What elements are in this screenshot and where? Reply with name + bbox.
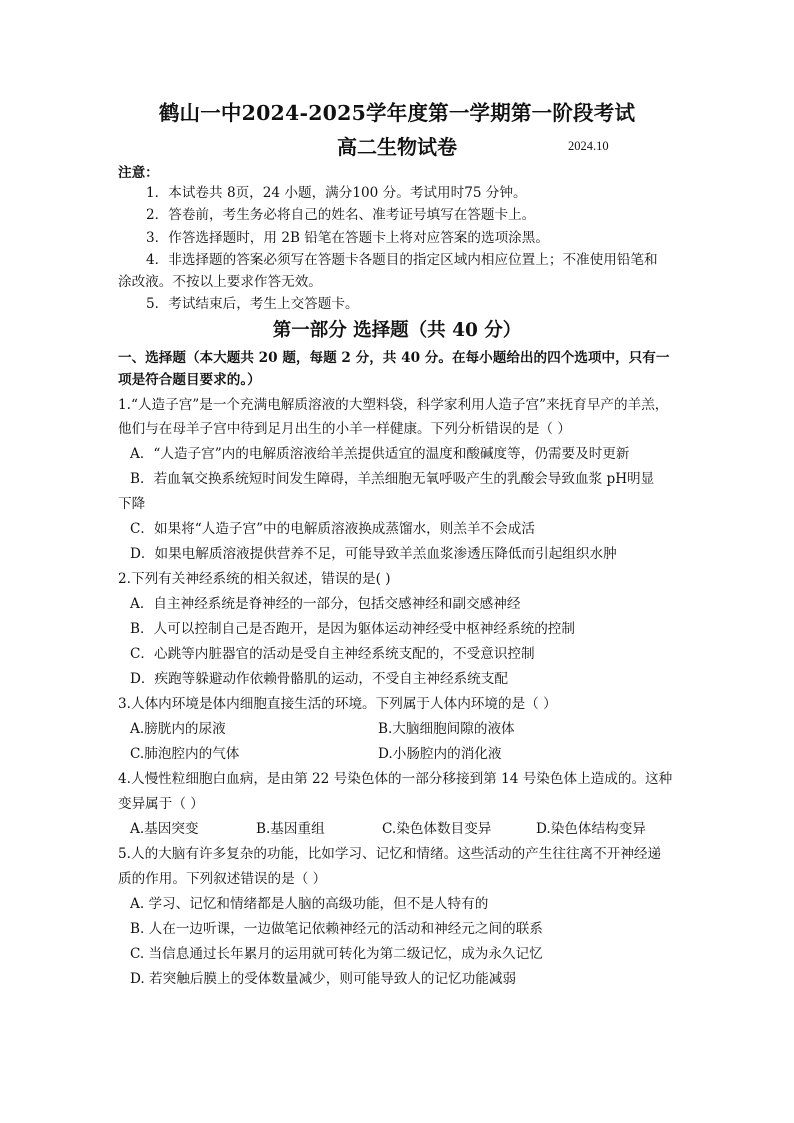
question-stem: 4.人慢性粒细胞白血病，是由第 22 号染色体的一部分移接到第 14 号染色体上造成的。这种 — [118, 771, 673, 787]
section-instruction: 一、选择题（本大题共 20 题，每题 2 分，共 40 分。在每小题给出的四个选项中，只有一 — [118, 350, 670, 366]
exam-date: 2024.10 — [568, 139, 609, 153]
option-d: D. 若突触后膜上的受体数量减少，则可能导致人的记忆功能减弱 — [130, 971, 517, 987]
option-b: B．若血氧交换系统短时间发生障碍，羊羔细胞无氧呼吸产生的乳酸会导致血浆 pH明显 — [130, 471, 655, 487]
exam-subtitle — [0, 131, 794, 160]
note-item: 1．本试卷共 8页，24 小题，满分100 分。考试用时75 分钟。 — [146, 185, 527, 201]
option-a: A．“人造子宫”内的电解质溶液给羊羔提供适宜的温度和酸碱度等，仍需要及时更新 — [130, 446, 630, 462]
option-d: D．如果电解质溶液提供营养不足，可能导致羊羔血浆渗透压降低而引起组织水肿 — [130, 546, 617, 562]
option-c: C．如果将“人造子宫”中的电解质溶液换成蒸馏水，则羔羊不会成活 — [130, 521, 535, 537]
option-c: C. 当信息通过长年累月的运用就可转化为第二级记忆，成为永久记忆 — [130, 946, 543, 962]
exam-title: 鹤山一中2024-2025学年度第一学期第一阶段考试 — [158, 101, 636, 125]
note-item: 3．作答选择题时，用 2B 铅笔在答题卡上将对应答案的选项涂黑。 — [146, 230, 549, 246]
option-b: B.基因重组 — [256, 821, 325, 837]
question-stem: 他们与在母羊子宫中待到足月出生的小羊一样健康。下列分析错误的是（ ） — [118, 421, 571, 437]
question-stem: 2.下列有关神经系统的相关叙述，错误的是( ) — [118, 571, 391, 587]
question-stem: 5.人的大脑有许多复杂的功能，比如学习、记忆和情绪。这些活动的产生往往离不开神经递 — [118, 846, 662, 862]
option-b: B. 人在一边听课，一边做笔记依赖神经元的活动和神经元之间的联系 — [130, 921, 543, 937]
option-a: A. 学习、记忆和情绪都是人脑的高级功能，但不是人特有的 — [130, 896, 489, 912]
option-c: C.染色体数目变异 — [382, 821, 492, 837]
question-stem: 变异属于（ ） — [118, 796, 204, 812]
option-c: C.肺泡腔内的气体 — [130, 746, 240, 762]
question-stem: 3.人体内环境是体内细胞直接生活的环境。下列属于人体内环境的是（ ） — [118, 696, 557, 712]
option-b: 下降 — [118, 496, 146, 512]
question-stem: 质的作用。下列叙述错误的是（ ） — [118, 871, 327, 887]
notes-label: 注意： — [118, 165, 159, 181]
option-b: B.大脑细胞间隙的液体 — [378, 721, 515, 737]
note-item: 5．考试结束后，考生上交答题卡。 — [146, 296, 359, 312]
option-a: A.基因突变 — [130, 821, 199, 837]
section-instruction: 项是符合题目要求的。） — [118, 372, 261, 388]
note-item: 4．非选择题的答案必须写在答题卡各题目的指定区域内相应位置上；不准使用铅笔和 — [146, 252, 658, 268]
subject-title: 高二生物试卷 — [337, 135, 457, 159]
option-b: B．人可以控制自己是否跑开，是因为躯体运动神经受中枢神经系统的控制 — [130, 621, 575, 637]
option-d: D．疾跑等躲避动作依赖骨骼肌的运动，不受自主神经系统支配 — [130, 671, 508, 687]
option-d: D.染色体结构变异 — [536, 821, 646, 837]
option-c: C．心跳等内脏器官的活动是受自主神经系统支配的，不受意识控制 — [130, 646, 535, 662]
option-d: D.小肠腔内的消化液 — [378, 746, 502, 762]
note-item: 涂改液。不按以上要求作答无效。 — [118, 274, 322, 290]
note-item: 2．答卷前，考生务必将自己的姓名、准考证号填写在答题卡上。 — [146, 207, 536, 223]
option-a: A．自主神经系统是脊神经的一部分，包括交感神经和副交感神经 — [130, 596, 521, 612]
option-a: A.膀胱内的尿液 — [130, 721, 226, 737]
question-stem: 1.“人造子宫”是一个充满电解质溶液的大塑料袋，科学家利用人造子宫”来抚育早产的羊羔， — [118, 397, 669, 413]
section-title: 第一部分 选择题（共 40 分） — [272, 320, 522, 341]
